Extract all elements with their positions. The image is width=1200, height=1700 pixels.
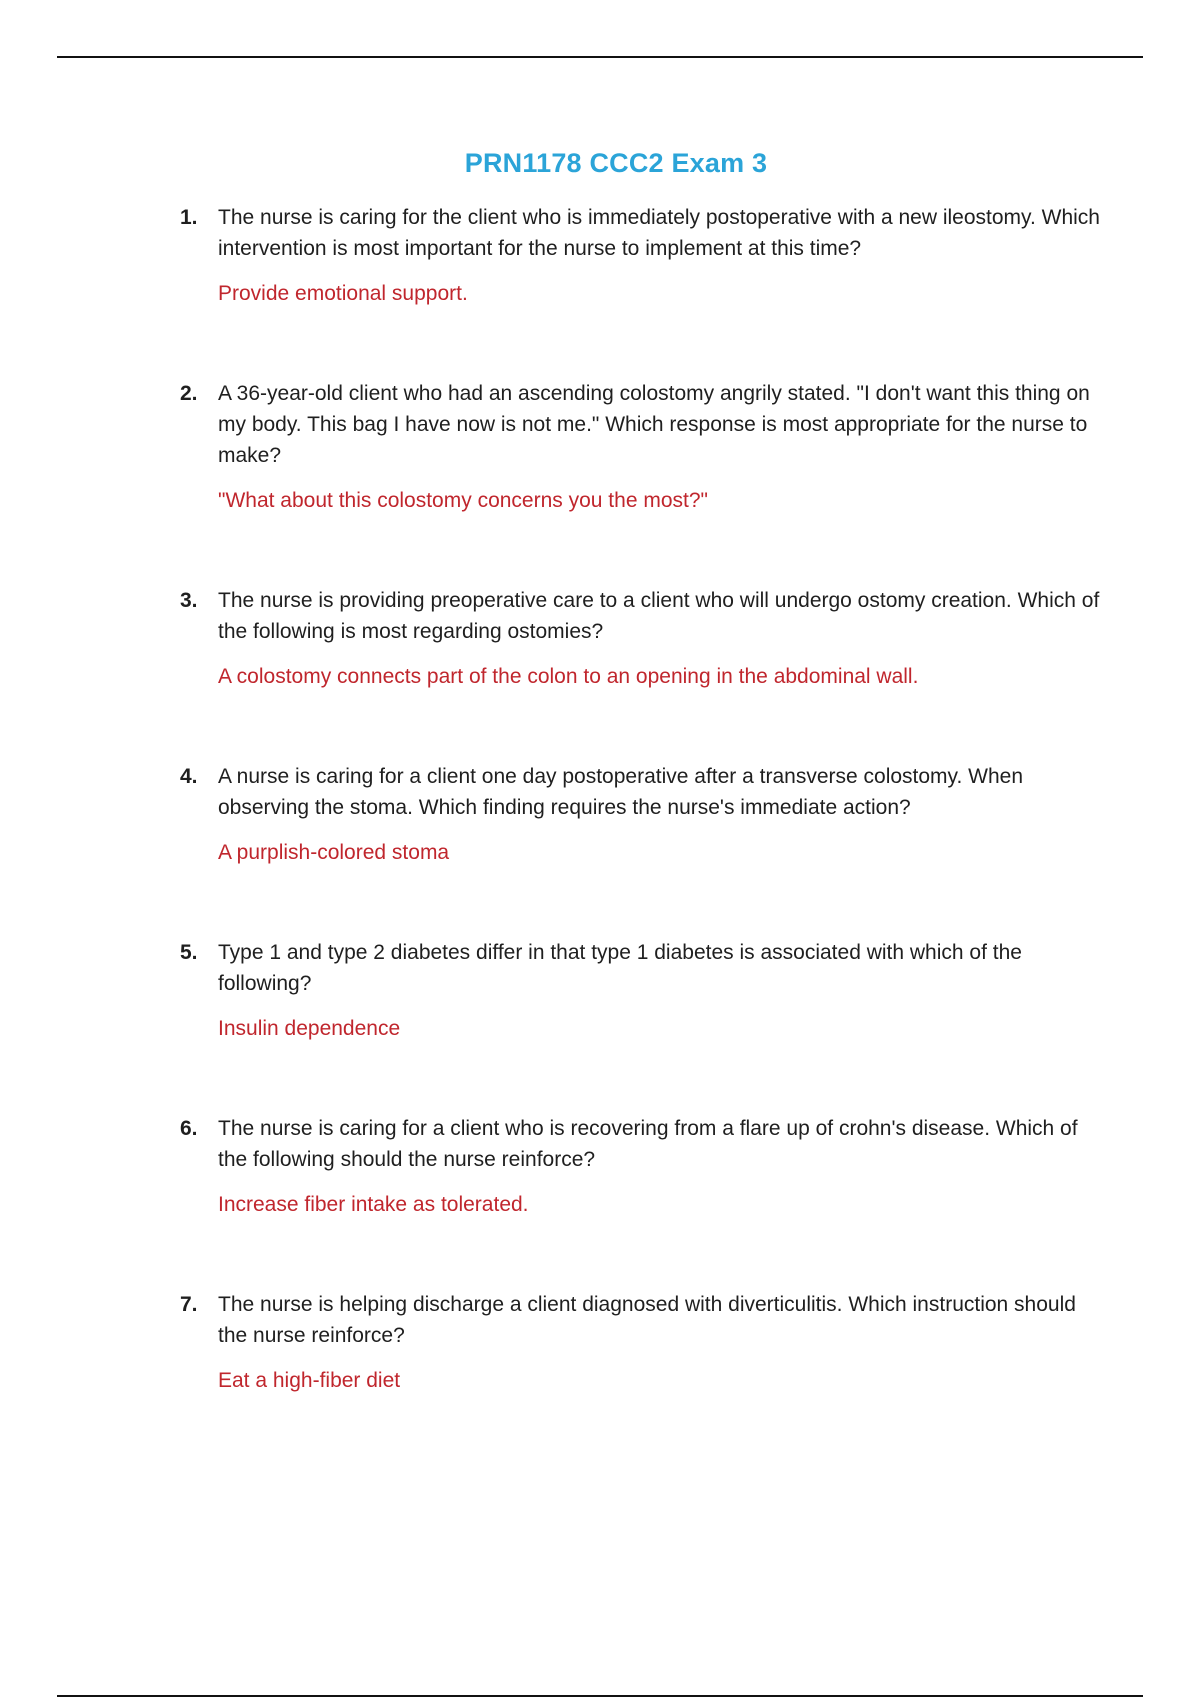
question-item — [180, 1289, 1100, 1396]
question-number: 2. — [180, 382, 198, 405]
question-text: Type 1 and type 2 diabetes differ in that type 1 diabetes is associated with which of the following? — [218, 941, 1022, 995]
question-text: A nurse is caring for a client one day postoperative after a transverse colostomy. When observing the stoma. Which finding requires the nurse's immediate action? — [218, 765, 1024, 819]
question-answer: A colostomy connects part of the colon to an opening in the abdominal wall. — [218, 665, 919, 688]
document-title: PRN1178 CCC2 Exam 3 — [464, 148, 768, 178]
question-item — [180, 761, 1100, 868]
footer-rule — [57, 1695, 1143, 1697]
question-text: The nurse is caring for a client who is recovering from a flare up of crohn's disease. Which of the following should the nurse reinforce? — [218, 1117, 1078, 1171]
question-answer: Provide emotional support. — [218, 282, 468, 305]
question-answer: Eat a high-fiber diet — [218, 1369, 401, 1392]
question-item — [180, 202, 1100, 309]
question-text: The nurse is caring for the client who is immediately postoperative with a new ileostomy. Which intervention is most important for the nurse to implement at this time? — [218, 206, 1100, 260]
question-answer: "What about this colostomy concerns you the most?" — [218, 489, 708, 512]
question-number: 7. — [180, 1293, 198, 1316]
question-answer: A purplish-colored stoma — [218, 841, 450, 864]
question-answer: Increase fiber intake as tolerated. — [218, 1193, 529, 1216]
question-number: 6. — [180, 1117, 198, 1140]
header-rule — [57, 56, 1143, 58]
question-item — [180, 585, 1100, 692]
question-number: 1. — [180, 206, 198, 229]
question-item — [180, 1113, 1100, 1220]
question-text: The nurse is providing preoperative care to a client who will undergo ostomy creation. Which of the following is most regarding ostomies? — [218, 589, 1100, 643]
question-text: A 36-year-old client who had an ascending colostomy angrily stated. "I don't want this thing on my body. This bag I have now is not me." Which response is most appropriate for the nurse to make? — [218, 382, 1090, 467]
question-number: 5. — [180, 941, 198, 964]
question-item — [180, 378, 1100, 516]
question-item — [180, 937, 1100, 1044]
question-number: 4. — [180, 765, 198, 788]
question-number: 3. — [180, 589, 198, 612]
question-text: The nurse is helping discharge a client diagnosed with diverticulitis. Which instruction should the nurse reinforce? — [218, 1293, 1076, 1347]
question-list — [180, 202, 1100, 1396]
question-answer: Insulin dependence — [218, 1017, 401, 1040]
